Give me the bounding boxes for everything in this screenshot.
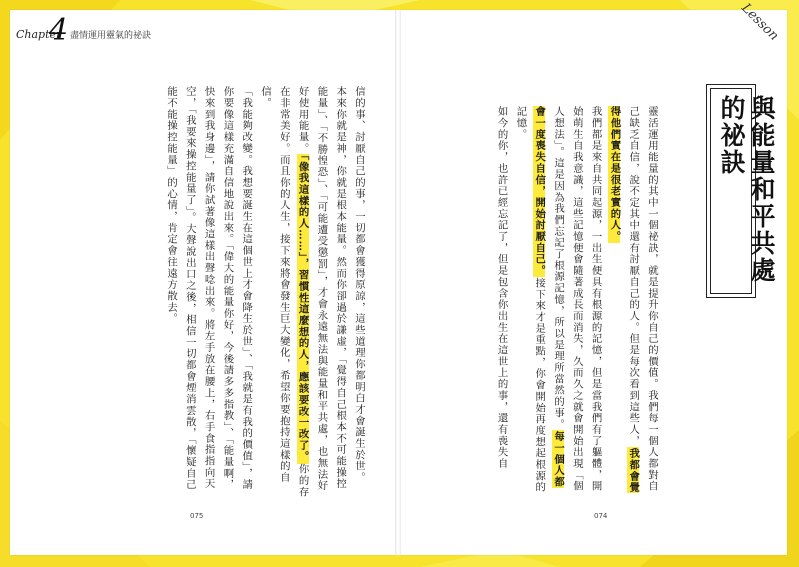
highlighted-text: 「像我這樣的人……」，習慣性這麼想的人，應該要改一改了。	[296, 155, 309, 463]
paragraph	[255, 86, 349, 498]
text-run: 你的存在非常美好。而且你的人生，接下來將會發生巨大變化，希望你要抱持這樣的自信。	[259, 86, 309, 498]
highlighted-text: 我都會覺得他們實在是很老實的人。	[608, 106, 640, 493]
paragraph	[492, 106, 511, 498]
text-run: 如今的你，也許已經忘記了，但是包含你出生在這世上的事，還有喪失自	[495, 106, 508, 470]
heading-box	[706, 84, 776, 298]
page-heading: 與能量和平共處的祕訣	[717, 95, 776, 284]
right-body-text	[471, 106, 661, 498]
page-number-right: 074	[594, 512, 608, 520]
chapter-word: Chapter	[16, 28, 62, 41]
paragraph	[605, 106, 661, 498]
text-run: 靈活運用能量的其中一個祕訣，就是提升你自己的價值。我們每一個人都對自己缺乏自信，說不定其中還有討厭自己的人。但是每次看到這些人，	[627, 106, 658, 492]
left-body-text	[60, 86, 368, 498]
chapter-number: 4	[49, 13, 69, 48]
paragraph	[349, 86, 368, 498]
chapter-title: 盡情運用靈氣的祕訣	[70, 31, 152, 41]
paragraph	[511, 106, 605, 498]
text-run: 信的事、討厭自己的事，一切都會獲得原諒，這些道理你都明白才會誕生於世。	[353, 86, 365, 484]
text-run: 本來你就是神，你就是根本能量。然而你卻過於謙虛，「覺得自己根本不可能操控能量」、「不勝惶恐」、「可能遭受懲罰」，才會永遠無法與能量和平共處，也無法好好使用能量。	[296, 86, 347, 492]
lesson-label: Lesson	[738, 0, 782, 44]
highlighted-text: 每一個人都會一度喪失自信，開始討厭自己。	[533, 106, 565, 488]
text-run: 「我能夠改變。我想要誕生在這個世上才會降生於世」、「我就是有我的價值」，請你要像這樣充滿自信地說出來。「偉大的能量你好，今後請多多指教」、「能量啊，快來到我身邊」，請你試著像這樣出聲唸出來。將左手放在腰上，右手食指指向天空，「我要來操控能量了」。大聲說出口之後，相信一切都會煙消雲散，「懷疑自己能不能操控能量」的心情，肯定會往遠方散去。	[165, 86, 253, 491]
book-spine	[395, 10, 401, 555]
text-run: 我們都是來自共同起源，一出生便具有根源的記憶，但是當我們有了軀體，開始萌生自我意識，這些記憶便會隨著成長而消失，久而久之就會開始出現「個人想法」。這是因為我們忘記了根源記憶，所以是理所當然的事。	[552, 106, 602, 492]
text-run: 接下來才是重點，你會開始再度想起根源的記憶。	[514, 106, 546, 493]
paragraph	[161, 86, 255, 498]
page-number-left: 075	[190, 512, 204, 520]
